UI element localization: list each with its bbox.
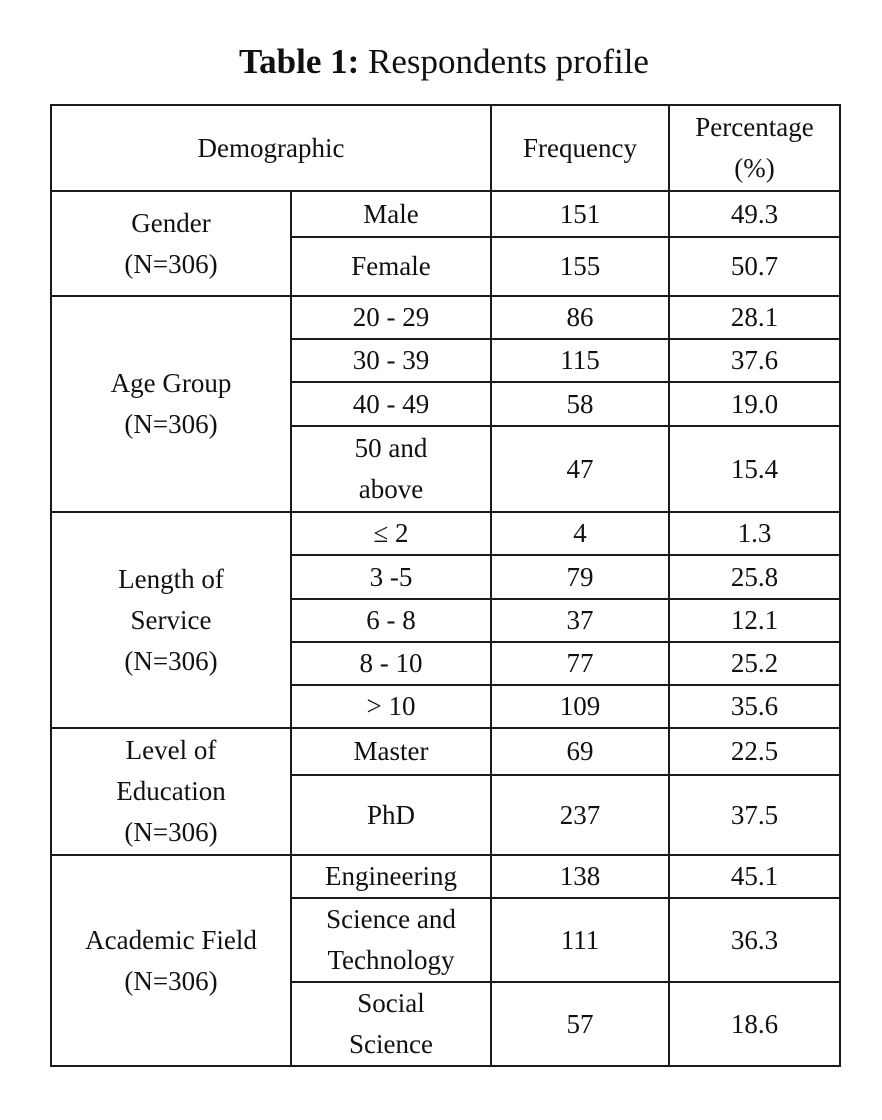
category-cell	[291, 555, 491, 599]
percentage-cell	[669, 191, 840, 237]
group-label-line: (N=306)	[124, 248, 218, 279]
group-label-line: Age Group	[110, 368, 232, 398]
frequency-value: 4	[573, 518, 587, 548]
group-label-cell	[51, 296, 291, 512]
percentage-value: 49.3	[730, 198, 779, 229]
header-row	[51, 105, 840, 191]
percentage-cell	[669, 775, 840, 855]
percentage-cell	[669, 555, 840, 599]
category-cell	[291, 775, 491, 855]
frequency-value: 115	[560, 345, 600, 375]
category-cell	[291, 339, 491, 382]
category-label-line: 6 - 8	[366, 605, 416, 635]
category-cell	[291, 382, 491, 426]
category-label-line: Science and	[326, 904, 456, 934]
percentage-cell	[669, 898, 840, 982]
group-label-line: Academic Field	[85, 924, 257, 955]
frequency-value: 109	[559, 691, 601, 721]
header-percentage-line-2: (%)	[734, 153, 775, 183]
group-label-line: Service	[130, 604, 212, 635]
category-label-line: PhD	[366, 799, 415, 830]
category-label-line: Male	[363, 198, 419, 229]
frequency-cell	[491, 237, 669, 296]
header-percentage	[669, 105, 840, 191]
table-body	[51, 105, 840, 1066]
group-label-cell	[51, 728, 291, 855]
group-label-cell	[51, 191, 291, 296]
percentage-value: 50.7	[730, 251, 779, 281]
percentage-cell	[669, 339, 840, 382]
frequency-value: 37	[566, 605, 594, 635]
frequency-cell	[491, 642, 669, 685]
frequency-cell	[491, 512, 669, 555]
frequency-cell	[491, 685, 669, 728]
percentage-cell	[669, 685, 840, 728]
frequency-cell	[491, 339, 669, 382]
frequency-value: 79	[566, 561, 594, 592]
table-number: Table 1:	[239, 42, 360, 81]
group-label-cell	[51, 512, 291, 728]
frequency-value: 47	[566, 453, 594, 484]
group-label-cell	[51, 855, 291, 1066]
frequency-cell	[491, 855, 669, 898]
category-label-line: Female	[351, 251, 431, 281]
percentage-value: 22.5	[730, 736, 779, 766]
category-cell	[291, 685, 491, 728]
frequency-value: 237	[559, 799, 601, 830]
table-row	[51, 296, 840, 339]
percentage-cell	[669, 237, 840, 296]
category-cell	[291, 982, 491, 1066]
percentage-value: 37.5	[730, 799, 779, 830]
group-label-line: (N=306)	[124, 409, 218, 439]
group-label-line: Education	[116, 776, 226, 806]
category-label-line: Science	[349, 1029, 433, 1059]
percentage-value: 28.1	[730, 302, 779, 332]
frequency-value: 58	[566, 388, 594, 419]
percentage-cell	[669, 982, 840, 1066]
category-cell	[291, 237, 491, 296]
percentage-value: 12.1	[730, 605, 779, 635]
table-row	[51, 855, 840, 898]
category-label-line: Technology	[327, 945, 455, 975]
frequency-cell	[491, 728, 669, 775]
category-cell	[291, 296, 491, 339]
table-row	[51, 512, 840, 555]
table-title	[0, 40, 882, 84]
frequency-value: 138	[559, 861, 601, 891]
table-row	[51, 728, 840, 775]
category-cell	[291, 599, 491, 642]
category-cell	[291, 855, 491, 898]
frequency-cell	[491, 775, 669, 855]
table-row	[51, 191, 840, 237]
percentage-value: 1.3	[737, 518, 772, 548]
percentage-value: 25.2	[730, 648, 779, 678]
category-label-line: Master	[353, 736, 429, 766]
category-label-line: ≤ 2	[373, 518, 409, 548]
frequency-value: 111	[560, 924, 600, 955]
category-label-line: Social	[357, 988, 425, 1018]
percentage-value: 45.1	[730, 861, 779, 891]
frequency-cell	[491, 296, 669, 339]
category-cell	[291, 426, 491, 512]
frequency-value: 155	[559, 251, 601, 281]
category-cell	[291, 898, 491, 982]
percentage-value: 15.4	[730, 453, 779, 484]
percentage-value: 37.6	[730, 345, 779, 375]
group-label-line: (N=306)	[124, 965, 218, 996]
frequency-cell	[491, 898, 669, 982]
header-demographic	[51, 105, 491, 191]
category-label-line: 40 - 49	[352, 388, 430, 419]
group-label-line: Level of	[125, 735, 217, 765]
category-cell	[291, 512, 491, 555]
frequency-value: 69	[566, 736, 594, 766]
percentage-cell	[669, 296, 840, 339]
frequency-cell	[491, 426, 669, 512]
category-label-line: 20 - 29	[352, 302, 430, 332]
header-frequency-label: Frequency	[523, 132, 637, 163]
percentage-cell	[669, 382, 840, 426]
category-cell	[291, 191, 491, 237]
percentage-value: 18.6	[730, 1008, 779, 1039]
group-label-line: Gender	[131, 207, 211, 238]
frequency-value: 86	[566, 302, 594, 332]
frequency-value: 77	[566, 648, 594, 678]
percentage-value: 25.8	[730, 561, 779, 592]
percentage-value: 35.6	[730, 691, 779, 721]
group-label-line: (N=306)	[124, 817, 218, 847]
percentage-cell	[669, 728, 840, 775]
frequency-value: 57	[566, 1008, 594, 1039]
category-label-line: 50 and	[354, 433, 428, 463]
frequency-cell	[491, 982, 669, 1066]
category-label-line: 8 - 10	[359, 648, 423, 678]
percentage-value: 36.3	[730, 924, 779, 955]
category-label-line: 30 - 39	[352, 345, 430, 375]
category-label-line: above	[358, 474, 424, 504]
percentage-cell	[669, 599, 840, 642]
header-percentage-line-1: Percentage	[695, 112, 814, 142]
category-cell	[291, 728, 491, 775]
frequency-cell	[491, 382, 669, 426]
category-label-line: Engineering	[325, 861, 457, 891]
category-label-line: 3 -5	[369, 561, 413, 592]
frequency-value: 151	[559, 198, 601, 229]
group-label-line: Length of	[118, 563, 224, 594]
frequency-cell	[491, 555, 669, 599]
group-label-line: (N=306)	[124, 645, 218, 676]
header-frequency	[491, 105, 669, 191]
percentage-cell	[669, 512, 840, 555]
frequency-cell	[491, 191, 669, 237]
percentage-cell	[669, 855, 840, 898]
percentage-cell	[669, 426, 840, 512]
percentage-value: 19.0	[730, 388, 779, 419]
header-demographic-label: Demographic	[197, 132, 345, 163]
category-label-line: > 10	[366, 691, 416, 721]
respondents-profile-table	[50, 104, 841, 1067]
frequency-cell	[491, 599, 669, 642]
table-caption: Respondents profile	[368, 42, 649, 81]
percentage-cell	[669, 642, 840, 685]
category-cell	[291, 642, 491, 685]
